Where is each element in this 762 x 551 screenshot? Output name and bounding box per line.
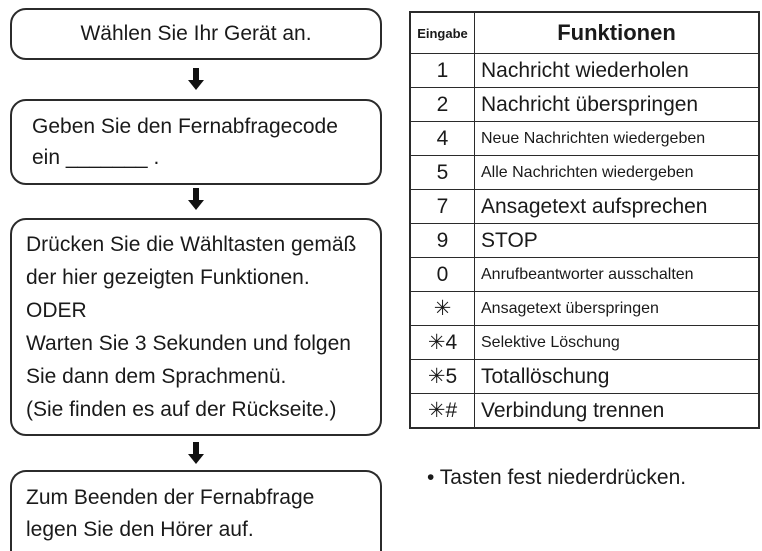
step-press-keys-line: Sie dann dem Sprachmenü. (26, 365, 287, 388)
step-dial-device (10, 8, 382, 60)
header-key: Eingabe (410, 12, 475, 54)
step-enter-code-line: Geben Sie den Fernabfragecode (32, 115, 338, 138)
table-header-row (410, 12, 759, 54)
function-cell: Nachricht wiederholen (475, 54, 760, 88)
key-cell: 4 (410, 122, 475, 156)
key-cell: 9 (410, 224, 475, 258)
function-cell: Anrufbeantworter ausschalten (475, 258, 760, 292)
step-press-keys-line: ODER (26, 299, 87, 322)
table-row (410, 326, 759, 360)
down-arrow-icon (188, 188, 204, 212)
step-dial-device-text: Wählen Sie Ihr Gerät an. (80, 22, 312, 45)
table-row (410, 224, 759, 258)
step-press-keys-line: der hier gezeigten Funktionen. (26, 266, 310, 289)
key-cell: ✳5 (410, 360, 475, 394)
table-row (410, 360, 759, 394)
function-cell: Totallöschung (475, 360, 760, 394)
key-cell: 5 (410, 156, 475, 190)
table-row (410, 292, 759, 326)
key-cell: ✳# (410, 394, 475, 429)
function-table (409, 11, 760, 429)
table-row (410, 122, 759, 156)
key-cell: 7 (410, 190, 475, 224)
step-hang-up-line: Zum Beenden der Fernabfrage (26, 486, 315, 509)
down-arrow-icon (188, 68, 204, 92)
function-cell: Verbindung trennen (475, 394, 760, 429)
function-cell: Neue Nachrichten wiedergeben (475, 122, 760, 156)
function-cell: Alle Nachrichten wiedergeben (475, 156, 760, 190)
step-press-keys-line: Warten Sie 3 Sekunden und folgen (26, 332, 351, 355)
table-row (410, 190, 759, 224)
step-hang-up (10, 470, 382, 551)
step-press-keys-line: Drücken Sie die Wähltasten gemäß (26, 233, 357, 256)
press-firmly-note: • Tasten fest niederdrücken. (427, 466, 687, 489)
down-arrow-icon (188, 442, 204, 466)
key-cell: 1 (410, 54, 475, 88)
step-press-keys (10, 218, 382, 436)
function-cell: STOP (475, 224, 760, 258)
key-cell: 2 (410, 88, 475, 122)
table-row (410, 394, 759, 429)
function-cell: Nachricht überspringen (475, 88, 760, 122)
function-cell: Selektive Löschung (475, 326, 760, 360)
table-row (410, 258, 759, 292)
key-cell: 0 (410, 258, 475, 292)
step-press-keys-line: (Sie finden es auf der Rückseite.) (26, 398, 337, 421)
key-cell: ✳ (410, 292, 475, 326)
step-hang-up-line: legen Sie den Hörer auf. (26, 518, 254, 541)
function-cell: Ansagetext überspringen (475, 292, 760, 326)
table-row (410, 54, 759, 88)
function-cell: Ansagetext aufsprechen (475, 190, 760, 224)
step-enter-code-line: ein _______ . (32, 146, 160, 169)
table-row (410, 156, 759, 190)
step-enter-code (10, 99, 382, 185)
table-row (410, 88, 759, 122)
header-function: Funktionen (475, 12, 760, 54)
key-cell: ✳4 (410, 326, 475, 360)
